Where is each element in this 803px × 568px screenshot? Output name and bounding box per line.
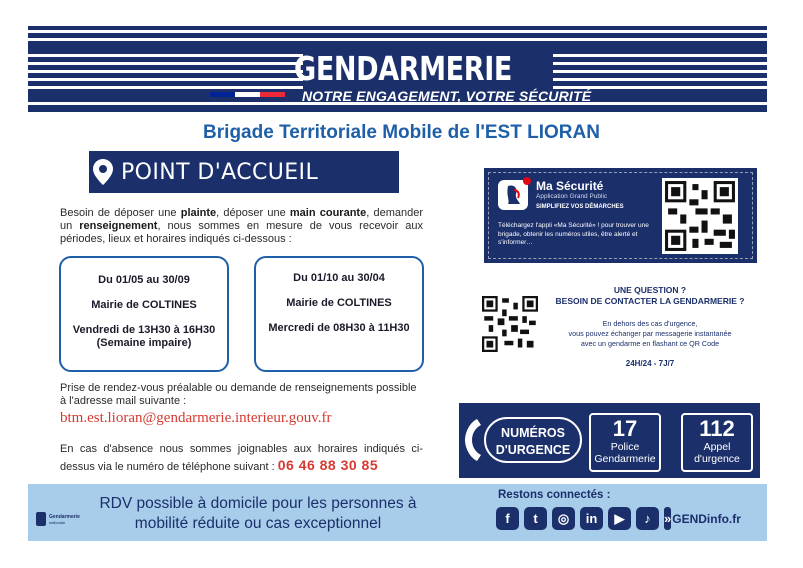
french-flag — [210, 92, 285, 97]
emergency-number-label: Appel — [703, 441, 731, 453]
gendarmerie-logo-text: Gendarmerie — [49, 514, 80, 520]
emergency-number: 17 — [612, 416, 638, 441]
gendinfo-text: GENDinfo.fr — [672, 511, 741, 526]
emergency-label-line: D'URGENCE — [495, 443, 571, 457]
ma-securite-description: Téléchargez l'appli «Ma Sécurité» ! pour trouver une brigade, obtenir les numéros utiles, être alerté et s'informer… — [498, 222, 649, 246]
absence-paragraph — [60, 441, 423, 475]
ma-securite-card — [484, 168, 757, 263]
home-visit-text — [88, 494, 428, 534]
gendarmerie-logo-subtext: nationale — [49, 520, 66, 525]
banner-stripe — [28, 38, 767, 41]
intro-text: , demander un — [60, 207, 423, 232]
phone-icon — [463, 415, 483, 465]
emergency-number-label: d'urgence — [694, 453, 740, 465]
point-accueil-banner — [89, 151, 399, 193]
tiktok-icon[interactable]: ♪ — [636, 507, 659, 530]
home-visit-line: mobilité réduite ou cas exceptionnel — [134, 515, 382, 532]
banner-motto: NOTRE ENGAGEMENT, VOTRE SÉCURITÉ — [302, 88, 592, 104]
ma-securite-tagline: SIMPLIFIEZ VOS DÉMARCHES — [536, 204, 624, 210]
schedule-period: Du 01/05 au 30/09 — [98, 274, 190, 286]
question-body-line: vous pouvez échanger par messagerie instantanée — [568, 329, 732, 338]
schedule-period: Du 01/10 au 30/04 — [293, 272, 385, 284]
schedule-box-summer — [59, 256, 229, 372]
location-pin-icon — [93, 159, 113, 185]
intro-text: , nous sommes en mesure de vous recevoir aux périodes, lieux et horaires indiqués ci-dessous : — [60, 220, 423, 245]
contact-email-link[interactable]: btm.est.lioran@gendarmerie.interieur.gouv.fr — [60, 410, 332, 426]
point-accueil-prefix: POINT — [121, 159, 190, 185]
instagram-icon[interactable]: ◎ — [552, 507, 575, 530]
question-line: BESOIN DE CONTACTER LA GENDARMERIE ? — [555, 296, 745, 306]
intro-bold: renseignement — [79, 220, 158, 232]
question-hours: 24H/24 - 7J/7 — [625, 359, 675, 368]
question-body-line: avec un gendarme en flashant ce QR Code — [580, 339, 720, 348]
question-body-line: En dehors des cas d'urgence, — [602, 319, 698, 328]
emergency-number-label: Police — [610, 441, 640, 453]
qr-code-icon[interactable] — [482, 296, 538, 352]
twitter-icon[interactable]: t — [524, 507, 547, 530]
question-title — [540, 285, 760, 307]
rdv-text: Prise de rendez-vous préalable ou demande de renseignements possible à l'adresse mail suivante : — [60, 382, 417, 407]
emergency-number: 112 — [699, 416, 735, 441]
emergency-number-label: Gendarmerie — [594, 453, 656, 465]
schedule-note: (Semaine impaire) — [96, 337, 192, 349]
intro-text: Besoin de déposer une — [60, 207, 181, 219]
emergency-number-112[interactable] — [681, 413, 753, 472]
ma-securite-name: Ma Sécurité — [536, 179, 604, 193]
point-accueil-text: D'ACCUEIL — [197, 159, 319, 185]
banner-stripe — [28, 30, 767, 33]
brigade-title: Brigade Territoriale Mobile de l'EST LIORAN — [203, 122, 600, 143]
banner-title: GENDARMERIE — [294, 49, 512, 88]
point-accueil-label — [121, 160, 318, 185]
home-visit-line: RDV possible à domicile pour les personnes à — [99, 495, 417, 512]
youtube-icon[interactable]: ▶ — [608, 507, 631, 530]
emergency-number-17[interactable] — [589, 413, 661, 472]
qr-code-icon[interactable] — [662, 178, 738, 254]
intro-paragraph — [60, 207, 423, 246]
absence-text: En cas d'absence nous sommes joignables aux horaires indiqués ci-dessus via le numéro de téléphone suivant : — [60, 443, 423, 473]
notification-badge-icon — [523, 177, 531, 185]
marianne-icon — [498, 180, 528, 210]
footer-bar — [28, 484, 767, 541]
intro-text: , déposer une — [216, 207, 290, 219]
intro-bold: main courante — [289, 207, 367, 219]
gendarmerie-logo — [36, 512, 86, 532]
gendinfo-chevron-icon: » — [664, 507, 671, 530]
gendinfo-link[interactable] — [664, 507, 741, 530]
header-banner — [28, 26, 767, 112]
schedule-place: Mairie de COLTINES — [91, 299, 197, 311]
question-body — [540, 319, 760, 349]
facebook-icon[interactable]: f — [496, 507, 519, 530]
gendarmerie-logo-mark — [36, 512, 46, 526]
phone-number[interactable]: 06 46 88 30 85 — [277, 457, 379, 473]
emergency-numbers-panel — [459, 403, 760, 478]
emergency-label — [484, 417, 582, 463]
schedule-hours: Mercredi de 08H30 à 11H30 — [268, 322, 410, 334]
ma-securite-subtitle: Application Grand Public — [536, 193, 608, 200]
question-line: UNE QUESTION ? — [613, 285, 687, 295]
schedule-place: Mairie de COLTINES — [286, 297, 392, 309]
emergency-label-line: NUMÉROS — [501, 426, 565, 440]
schedule-box-winter — [254, 256, 424, 372]
schedule-hours: Vendredi de 13H30 à 16H30 — [72, 324, 216, 336]
linkedin-icon[interactable]: in — [580, 507, 603, 530]
restons-connectes-label: Restons connectés : — [498, 489, 611, 501]
social-links — [496, 507, 741, 530]
ma-securite-app-icon — [498, 180, 528, 210]
intro-bold: plainte — [180, 207, 217, 219]
